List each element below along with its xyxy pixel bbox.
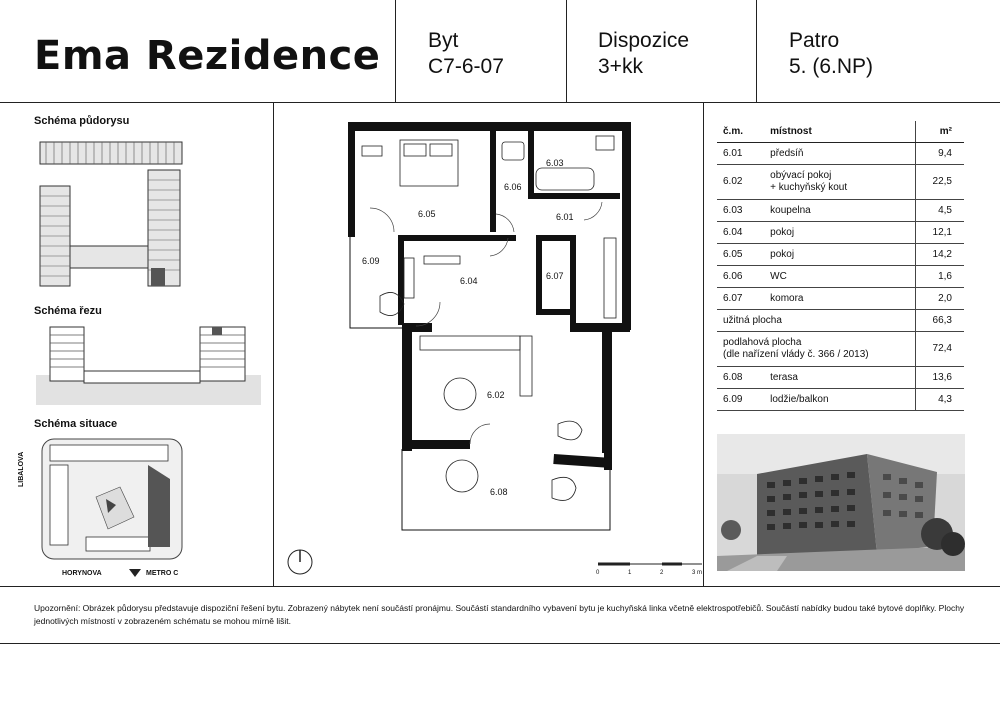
scale-bar (596, 564, 702, 576)
usable-area-value: 66,3 (916, 310, 965, 332)
floor-area-row (717, 332, 964, 367)
room-area: 12,1 (916, 222, 965, 244)
room-code: 6.08 (717, 367, 764, 389)
room-code: 6.04 (717, 222, 764, 244)
unit-label: Byt (428, 29, 459, 52)
room-name: pokoj (764, 244, 915, 266)
table-row (717, 222, 964, 244)
section-schema (36, 323, 261, 405)
footer-bottom-line (0, 643, 1000, 644)
room-name: terasa (764, 367, 915, 389)
room-label: 6.08 (490, 487, 508, 497)
room-label: 6.07 (546, 271, 564, 281)
room-code: 6.07 (717, 288, 764, 310)
room-name: komora (764, 288, 915, 310)
room-name: pokoj (764, 222, 915, 244)
room-area: 4,3 (916, 389, 965, 411)
floor-area-value: 72,4 (916, 332, 965, 367)
header-divider-1 (395, 0, 396, 102)
floor-block (789, 28, 873, 80)
street-label-bottom: HORYNOVA (62, 570, 102, 577)
header-divider-2 (566, 0, 567, 102)
table-row (717, 165, 964, 200)
unit-value: C7-6-07 (428, 55, 504, 78)
table-row (717, 266, 964, 288)
col-room: místnost (764, 121, 915, 143)
floor-label: Patro (789, 29, 840, 52)
metro-label: METRO C (146, 570, 179, 577)
room-area-table (717, 121, 964, 411)
room-code: 6.03 (717, 200, 764, 222)
room-area: 4,5 (916, 200, 965, 222)
floor-value: 5. (6.NP) (789, 55, 874, 78)
room-code: 6.01 (717, 143, 764, 165)
layout-value: 3+kk (598, 55, 643, 78)
table-row (717, 200, 964, 222)
room-name: lodžie/balkon (764, 389, 915, 411)
room-code: 6.06 (717, 266, 764, 288)
brand-title: Ema Rezidence (34, 33, 381, 79)
situation-schema (36, 437, 186, 587)
room-label: 6.05 (418, 209, 436, 219)
scale-label: 0 (596, 570, 600, 576)
floor-area-note: (dle nařízení vlády č. 366 / 2013) (723, 349, 869, 360)
room-code: 6.09 (717, 389, 764, 411)
unit-block (428, 28, 504, 80)
disclaimer-note: Upozornění: Obrázek půdorysu představuje dispoziční řešení bytu. Zobrazený nábytek není součástí pronájmu. Součástí standardního vybavení bytu je kuchyňská linka včetně elektrospotřebičů. Součástí nabídky budou také bytové doplňky. Plochy jednotlivých místností v zobrazeném schématu se mohou mírně lišit. (34, 603, 965, 626)
room-label: 6.03 (546, 158, 564, 168)
room-code: 6.05 (717, 244, 764, 266)
table-row (717, 143, 964, 165)
room-code: 6.02 (717, 165, 764, 200)
table-row (717, 288, 964, 310)
table-row (717, 367, 964, 389)
street-label-left: LIBALOVA (18, 451, 25, 487)
floor-plan (340, 118, 703, 580)
scale-label: 3 m (692, 570, 703, 576)
building-photo (717, 434, 965, 571)
room-area: 2,0 (916, 288, 965, 310)
table-header-row (717, 121, 964, 143)
usable-area-label: užitná plocha (717, 310, 916, 332)
room-name: koupelna (764, 200, 915, 222)
floorplan-schema (36, 134, 186, 289)
header-bottom-line (0, 102, 1000, 103)
room-area: 14,2 (916, 244, 965, 266)
table-row (717, 389, 964, 411)
room-label: 6.09 (362, 256, 380, 266)
north-arrow-icon (286, 548, 314, 576)
header-divider-3 (756, 0, 757, 102)
content-divider-left (273, 102, 274, 586)
scale-label: 2 (660, 570, 664, 576)
room-label: 6.04 (460, 276, 478, 286)
room-area: 1,6 (916, 266, 965, 288)
room-label: 6.01 (556, 212, 574, 222)
situation-schema-title: Schéma situace (34, 418, 118, 430)
layout-block (598, 28, 689, 80)
room-area: 9,4 (916, 143, 965, 165)
room-area: 22,5 (916, 165, 965, 200)
usable-area-row (717, 310, 964, 332)
metro-icon (128, 568, 142, 578)
room-area: 13,6 (916, 367, 965, 389)
content-divider-right (703, 102, 704, 586)
floor-area-label: podlahová plocha (723, 337, 802, 348)
room-name: WC (764, 266, 915, 288)
scale-label: 1 (628, 570, 632, 576)
room-label: 6.02 (487, 390, 505, 400)
col-area: m² (916, 121, 965, 143)
room-name: obývací pokoj + kuchyňský kout (764, 165, 915, 200)
floorplan-schema-title: Schéma půdorysu (34, 115, 130, 127)
col-code: č.m. (717, 121, 764, 143)
section-schema-title: Schéma řezu (34, 305, 102, 317)
room-name: předsíň (764, 143, 915, 165)
layout-label: Dispozice (598, 29, 690, 52)
table-row (717, 244, 964, 266)
room-label: 6.06 (504, 182, 522, 192)
floor-area-cell (717, 332, 916, 367)
